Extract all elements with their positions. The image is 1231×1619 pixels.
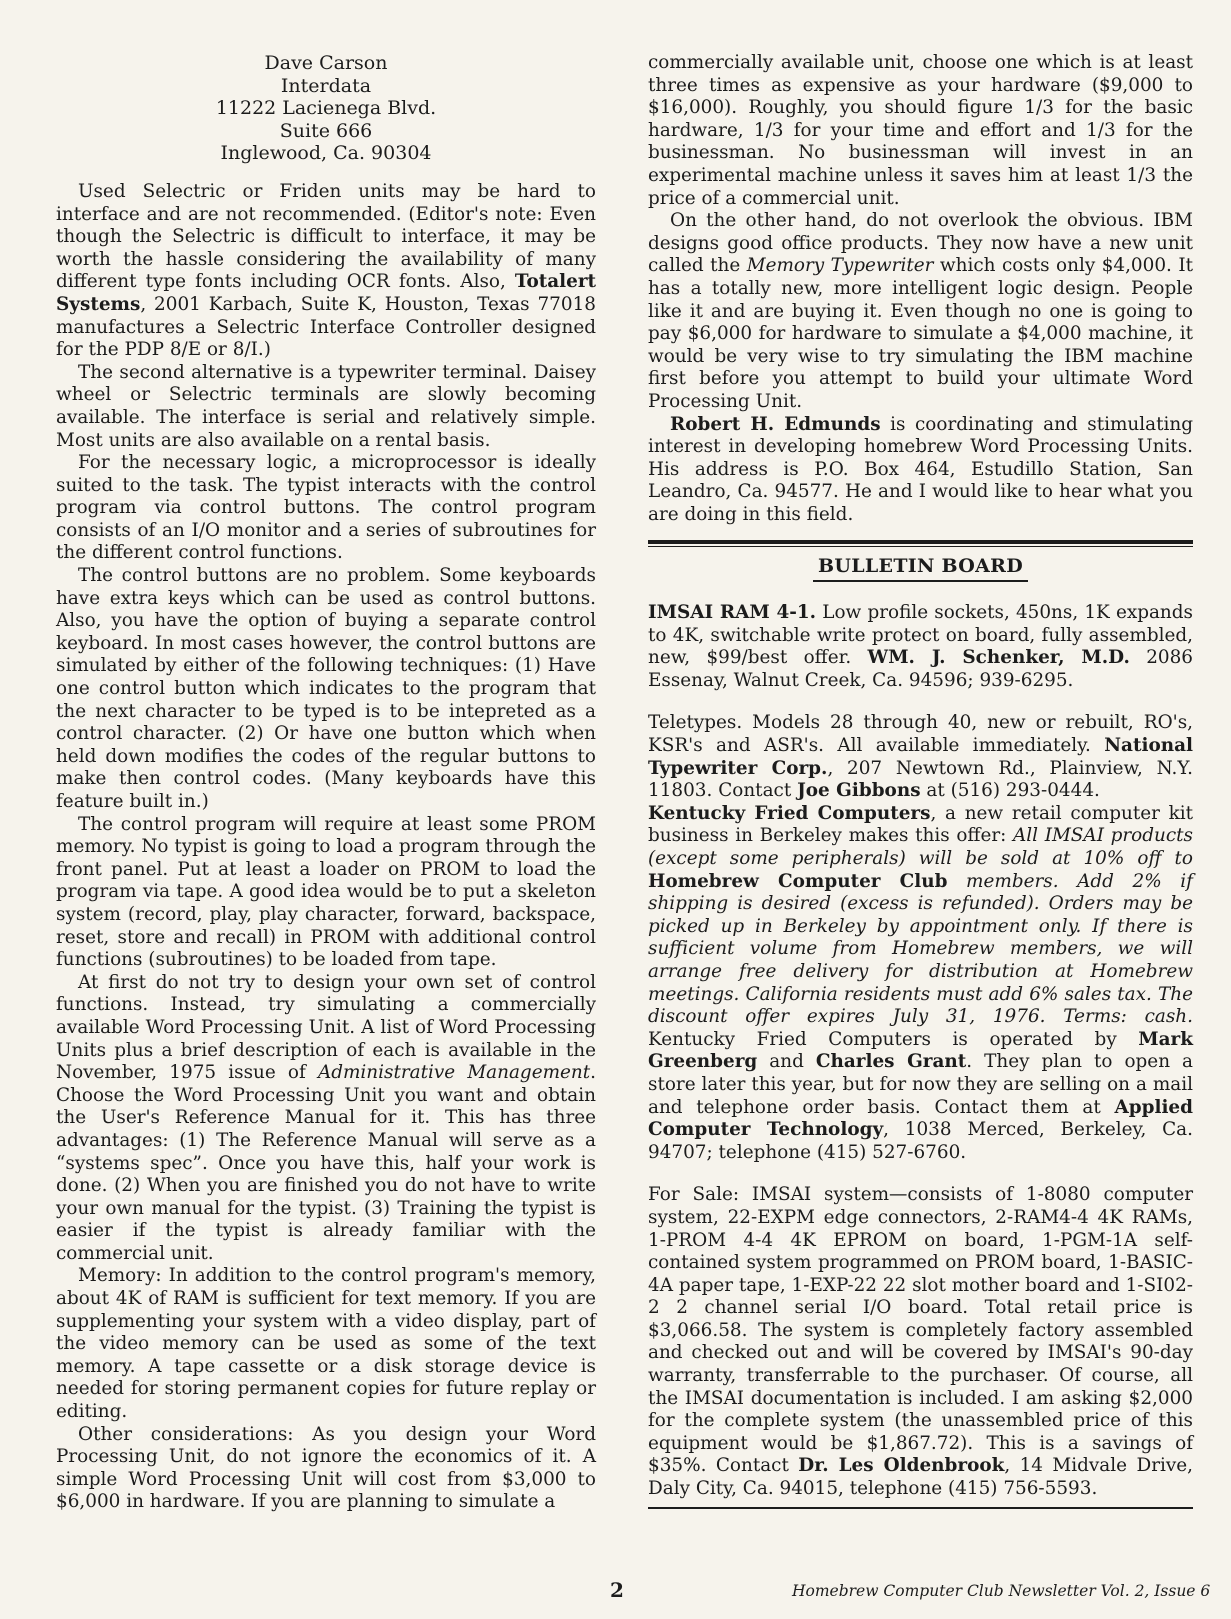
page-number: 2 [610, 1578, 624, 1602]
paragraph-edmunds: Robert H. Edmunds is coordinating and stimulating interest in developing homebrew Word Processing Units. His address is P.O. Box 464, Estudillo Station, San Leandro, Ca. 94577. He and I would like to hear what you are doing in this field. [648, 413, 1193, 525]
ad-imsai-ram: IMSAI RAM 4-1. Low profile sockets, 450ns, 1K expands to 4K, switchable write protect on board, fully assembled, new, $99/best offer. WM. J. Schenker, M.D. 2086 Essenay, Walnut Creek, Ca. 94596; 939-6295. [648, 602, 1194, 691]
ad-kentucky-fried-computers: Kentucky Fried Computers, a new retail computer kit business in Berkeley makes this offer: All IMSAI products (except some peripherals) will be sold at 10% off to Homebrew Computer Club members. Add 2% if shipping is desired (excess is refunded). Orders may be picked up in Berkeley by appointment only. If there is sufficient volume from Homebrew members, we will arrange free delivery for distribution at Homebrew meetings. California residents must add 6% sales tax. The discount offer expires July 31, 1976. Terms: cash. Kentucky Fried Computers is operated by Mark Greenberg and Charles Grant. They plan to open a store later this year, but for now they are selling on a mail and telephone order basis. Contact them at Applied Computer Technology, 1038 Merced, Berkeley, Ca. 94707; telephone (415) 527-6760. [648, 802, 1194, 1163]
paragraph-other-considerations: Other considerations: As you design your Word Processing Unit, do not ignore the economics of it. A simple Word Processing Unit will cost from $3,000 to $6,000 in hardware. If you are planning to simulate a [56, 1423, 596, 1513]
company-name: Totalert Systems [56, 271, 596, 315]
paragraph-commercial-unit: commercially available unit, choose one which is at least three times as expensive as your hardware ($9,000 to $16,000). Roughly, you should figure 1/3 for the basic hardware, 1/3 for your time and effort and 1/3 for the businessman. No businessman will invest in an experimental machine unless it saves him at least 1/3 the price of a commercial unit. [648, 52, 1193, 209]
divider-thick [648, 540, 1193, 544]
ad-teletypes: Teletypes. Models 28 through 40, new or rebuilt, RO's, KSR's and ASR's. All available immediately. National Typewriter Corp., 207 Newtown Rd., Plainview, N.Y. 11803. Contact Joe Gibbons at (516) 293-0444. [648, 712, 1194, 802]
paragraph-prom-memory: The control program will require at least some PROM memory. No typist is going to load a program through the front panel. Put at least a loader on PROM to load the program via tape. A good idea would be to put a skeleton system (record, play, play character, forward, backspace, reset, store and recall) in PROM with additional control functions (subroutines) to be loaded from tape. [56, 813, 596, 971]
divider-thin [648, 546, 1193, 547]
publication-footer: Homebrew Computer Club Newsletter Vol. 2, Issue 6 [792, 1582, 1211, 1600]
address-city: Inglewood, Ca. 90304 [220, 142, 432, 165]
address-block [56, 52, 596, 165]
address-company: Interdata [280, 74, 372, 97]
left-column [56, 52, 596, 1514]
divider-bottom [648, 1507, 1193, 1509]
paragraph-memory: Memory: In addition to the control program's memory, about 4K of RAM is sufficient for text memory. If you are supplementing your system with a video display, part of the video memory can be used as some of the text memory. A tape cassette or a disk storage device is needed for storing permanent copies for future replay or editing. [56, 1265, 596, 1423]
title-underline [813, 580, 1028, 582]
person-name: Robert H. Edmunds [670, 413, 881, 435]
publication-title: Administrative Management [317, 1062, 591, 1084]
ad-imsai-system-for-sale: For Sale: IMSAI system—consists of 1-8080 computer system, 22-EXPM edge connectors, 2-RAM4-4 4K RAMs, 1-PROM 4-4 4K EPROM on board, 1-PGM-1A self-contained system programmed on PROM board, 1-BASIC-4A paper tape, 1-EXP-22 22 slot mother board and 1-SI02-2 2 channel serial I/O board. Total retail price is $3,066.58. The system is completely factory assembled and checked out and will be covered by IMSAI's 90-day warranty, transferrable to the purchaser. Of course, all the IMSAI documentation is included. I am asking $2,000 for the complete system (the unassembled price of this equipment would be $1,867.72). This is a savings of $35%. Contact Dr. Les Oldenbrook, 14 Midvale Drive, Daly City, Ca. 94015, telephone (415) 756-5593. [648, 1184, 1194, 1500]
paragraph-microprocessor: For the necessary logic, a microprocessor is ideally suited to the task. The typist interacts with the control program via control buttons. The control program consists of an I/O monitor and a series of subroutines for the different control functions. [56, 452, 596, 564]
bulletin-board-title: BULLETIN BOARD [817, 555, 1023, 578]
right-column [648, 52, 1193, 1509]
address-name: Dave Carson [264, 52, 388, 74]
product-name: Memory Typewriter [746, 255, 934, 277]
paragraph-ibm: On the other hand, do not overlook the obvious. IBM designs good office products. They now have a new unit called the Memory Typewriter which costs only $4,000. It has a totally new, more intelligent logic design. People like it and are buying it. Even though no one is going to pay $6,000 for hardware to simulate a $4,000 machine, it would be very wise to try simulating the IBM machine first before you attempt to build your ultimate Word Processing Unit. [648, 210, 1193, 412]
paragraph-typewriter-terminal: The second alternative is a typewriter terminal. Daisey wheel or Selectric terminals are slowly becoming available. The interface is serial and relatively simple. Most units are also available on a rental basis. [56, 361, 596, 451]
paragraph-control-buttons: The control buttons are no problem. Some keyboards have extra keys which can be used as control buttons. Also, you have the option of buying a separate control keyboard. In most cases however, the control buttons are simulated by either of the following techniques: (1) Have one control button which indicates to the program that the next character to be typed is to be intepreted as a control character. (2) Or have one button which when held down modifies the codes of the regular buttons to make then control codes. (Many keyboards have this feature built in.) [56, 565, 596, 812]
paragraph-selectric: Used Selectric or Friden units may be hard to interface and are not recommended. (Editor's note: Even though the Selectric is difficult to interface, it may be worth the hassle considering the availability of many different type fonts including OCR fonts. Also, Totalert Systems, 2001 Karbach, Suite K, Houston, Texas 77018 manufactures a Selectric Interface Controller designed for the PDP 8/E or 8/I.) [56, 180, 596, 361]
address-street: 11222 Lacienega Blvd. [215, 97, 437, 120]
paragraph-control-functions: At first do not try to design your own set of control functions. Instead, try simulating a commercially available Word Processing Unit. A list of Word Processing Units plus a brief description of each is available in the November, 1975 issue of Administrative Management. Choose the Word Processing Unit you want and obtain the User's Reference Manual for it. This has three advantages: (1) The Reference Manual will serve as a “systems spec”. Once you have this, half your work is done. (2) When you are finished you do not have to write your own manual for the typist. (3) Training the typist is easier if the typist is already familiar with the commercial unit. [56, 971, 596, 1264]
address-suite: Suite 666 [279, 119, 373, 142]
